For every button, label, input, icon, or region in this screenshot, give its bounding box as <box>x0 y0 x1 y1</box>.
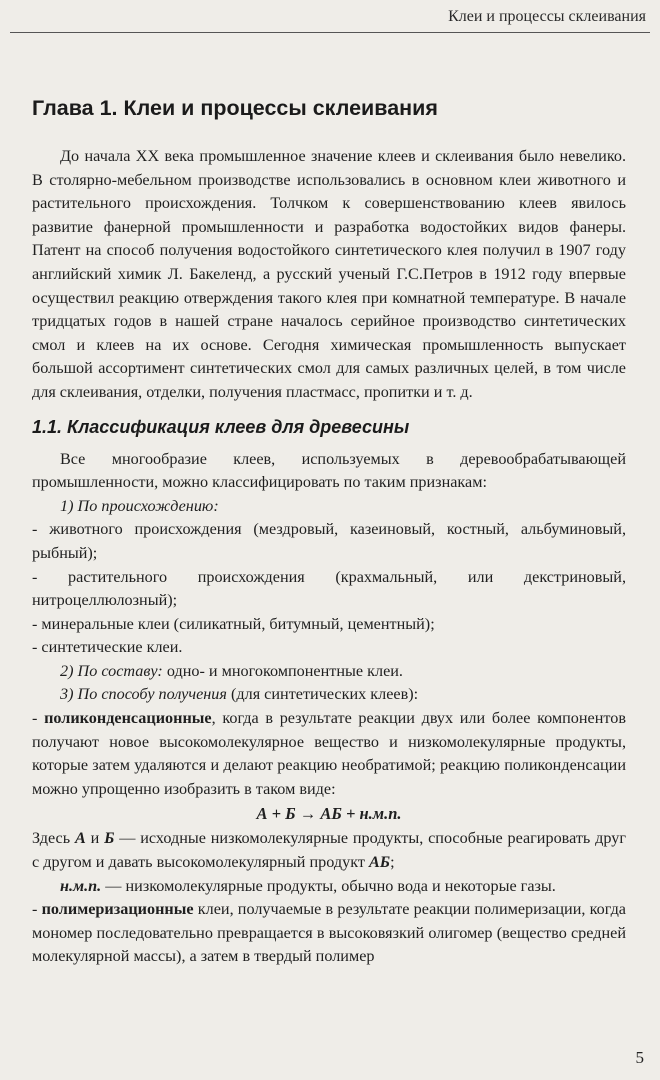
criterion-method-heading: 3) По способу получения <box>60 685 227 704</box>
running-head: Клеи и процессы склеивания <box>448 8 646 25</box>
criterion-composition-text: одно- и многокомпонентные клеи. <box>162 661 403 680</box>
criterion-method <box>32 683 626 707</box>
reaction-formula: А + Б → АБ + н.м.п. <box>256 804 402 824</box>
criterion-method-text: (для синтетических клеев): <box>226 685 419 704</box>
polymerization-dash: - <box>32 900 42 919</box>
page-content <box>32 96 626 969</box>
chapter-title: Глава 1. Клеи и процессы склеивания <box>32 96 438 120</box>
origin-item-animal: - животного происхождения (мездровый, казеиновый, костный, альбуминовый, рыбный); <box>32 520 626 562</box>
polymerization-term: полимеризационные <box>41 900 194 919</box>
nmp-term: н.м.п. <box>60 876 102 895</box>
origin-item-plant: - растительного происхождения (крахмальный, или декстриновый, нитроцеллюлозный); <box>32 567 626 610</box>
page-number: 5 <box>635 1048 644 1067</box>
symbol-ab: АБ <box>368 853 391 872</box>
origin-item-mineral: - минеральные клеи (силикатный, битумный, цементный); <box>32 614 435 633</box>
symbol-a: А <box>74 829 86 848</box>
nmp-paragraph <box>32 875 626 899</box>
polymerization-paragraph <box>32 898 626 969</box>
polymerization-text: клеи, получаемые в результате реакции полимеризации, когда мономер последовательно превращается в высоковязкий олигомер (вещество средней молекулярной массы), а затем в твердый полимер <box>32 900 626 966</box>
polycondensation-text: , когда в результате реакции двух или более компонентов получают новое высокомолекулярное вещество и низкомолекулярные продукты, которые затем удаляются и делают реакцию необратимой; реакцию поликонденсации можно упрощенно изобразить в таком виде: <box>32 709 627 798</box>
explanation-lead: Здесь <box>32 829 75 848</box>
criterion-origin-heading: 1) По происхождению: <box>60 496 219 515</box>
symbol-b: Б <box>104 829 115 848</box>
intro-paragraph: До начала XX века промышленное значение клеев и склеивания было невелико. В столярно-мебельном производстве использовались в основном клеи животного и растительного происхождения. Толчком к совершенствованию клеев явилось развитие фанерной промышленности и разработка водостойких видов фанеры. Патент на способ получения водостойкого синтетического клея получил в 1907 году английский химик Л. Бакеленд, а русский ученый Г.С.Петров в 1912 году впервые осуществил реакцию отверждения такого клея при комнатной температуре. В начале тридцатых годов в нашей стране началось серийное производство синтетических смол и клеев на их основе. Сегодня химическая промышленность выпускает большой ассортимент синтетических смол для самых различных целей, в том числе для склеивания, отделки, получения пластмасс, пропитки и т. д. <box>32 147 626 401</box>
explanation-paragraph <box>32 827 626 874</box>
criterion-composition-heading: 2) По составу: <box>60 661 163 680</box>
origin-item-synthetic: - синтетические клеи. <box>32 638 183 657</box>
explanation-and: и <box>85 829 105 848</box>
header-rule <box>10 32 650 33</box>
section-title: 1.1. Классификация клеев для древесины <box>32 416 410 437</box>
section-intro: Все многообразие клеев, используемых в деревообрабатывающей промышленности, можно классифицировать по таким признакам: <box>32 449 626 492</box>
polycondensation-term: поликонденсационные <box>44 709 212 728</box>
explanation-end: ; <box>390 853 395 872</box>
polycondensation-dash: - <box>32 709 45 728</box>
explanation-text: — исходные низкомолекулярные продукты, способные реагировать друг с другом и давать высокомолекулярный продукт <box>32 829 626 872</box>
polycondensation-paragraph <box>32 707 626 801</box>
nmp-text: — низкомолекулярные продукты, обычно вода и некоторые газы. <box>101 876 556 895</box>
criterion-composition <box>32 660 626 684</box>
